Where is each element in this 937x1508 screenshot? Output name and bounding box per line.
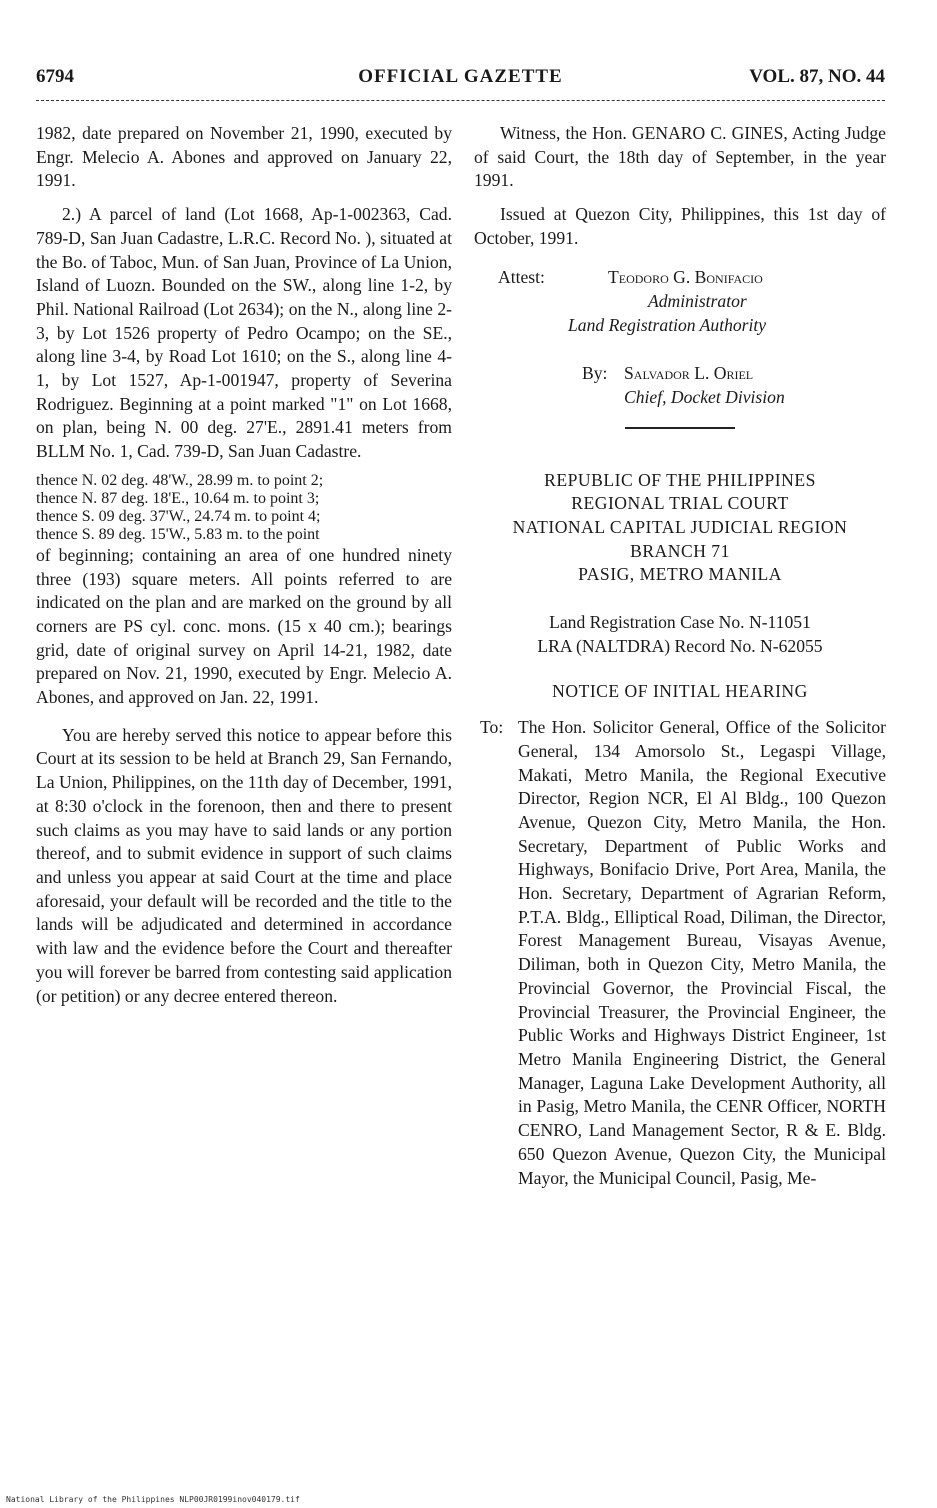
attest-title: Administrator: [648, 290, 747, 311]
page-number: 6794: [36, 66, 74, 87]
thence-line: thence N. 87 deg. 18'E., 10.64 m. to point 3;: [36, 489, 320, 507]
witness-paragraph: Witness, the Hon. GENARO C. GINES, Acting Judge of said Court, the 18th day of September, in the year 1991.: [474, 123, 886, 191]
court-branch: BRANCH 71: [630, 540, 730, 561]
paragraph-parcel-2: 2.) A parcel of land (Lot 1668, Ap-1-002363, Cad. 789-D, San Juan Cadastre, L.R.C. Record No. ), situated at the Bo. of Taboc, Mun. of San Juan, Province of La Union, Island of Luozn. Bounded on the SW., along line 1-2, by Phil. National Railroad (Lot 2634); on the N., along line 2-3, by Lot 1526 property of Pedro Ocampo; on the SE., along line 3-4, by Road Lot 1610; on the S., along line 4-1, by Lot 1527, Ap-1-001947, property of Severina Rodriguez. Beginning at a point marked "1" on Lot 1668, on plan, being N. 00 deg. 27'E., 2891.41 meters from BLLM No. 1, Cad. 739-D, San Juan Cadastre.: [36, 204, 452, 462]
to-label: To:: [480, 717, 504, 738]
left-column: [36, 122, 452, 1008]
attest-agency: Land Registration Authority: [568, 314, 767, 335]
section-divider: [625, 427, 735, 429]
volume-number: VOL. 87, NO. 44: [749, 66, 885, 87]
court-republic: REPUBLIC OF THE PHILIPPINES: [544, 469, 816, 490]
addressees-block: [474, 716, 886, 1190]
notice-title: NOTICE OF INITIAL HEARING: [552, 681, 808, 702]
court-region: NATIONAL CAPITAL JUDICIAL REGION: [512, 516, 848, 537]
attestation-block: [474, 267, 886, 407]
record-number: LRA (NALTDRA) Record No. N-62055: [537, 635, 823, 656]
paragraph-notice: You are hereby served this notice to appear before this Court at its session to be held at Branch 29, San Fernando, La Union, Philippines, on the 11th day of December, 1991, at 8:30 o'clock in the forenoon, then and there to present such claims as you may have to said lands or any portion thereof, and to submit evidence in support of such claims and unless you appear at said Court at the time and place aforesaid, your default will be recorded and the title to the lands will be adjudicated and determined in accordance with law and the evidence before the Court and thereafter you will forever be barred from contesting said application (or petition) or any decree entered thereon.: [36, 724, 452, 1006]
court-name: REGIONAL TRIAL COURT: [571, 493, 789, 514]
attest-name: Teodoro G. Bonifacio: [608, 266, 763, 287]
thence-line: thence S. 89 deg. 15'W., 5.83 m. to the point: [36, 525, 320, 543]
attest-label: Attest:: [498, 266, 545, 287]
right-column: [474, 122, 886, 1190]
page-header: [36, 66, 885, 94]
paragraph-area: of beginning; containing an area of one hundred ninety three (193) square meters. All points referred to are indicated on the plan and are marked on the ground by all corners are PS cyl. conc. mons. (15 x 40 cm.); bearings grid, date of original survey on April 14-21, 1982, date prepared on Nov. 21, 1990, executed by Engr. Melecio A. Abones, and approved on Jan. 22, 1991.: [36, 544, 452, 708]
court-location: PASIG, METRO MANILA: [578, 564, 782, 585]
by-label: By:: [582, 362, 608, 383]
by-name: Salvador L. Oriel: [624, 362, 754, 383]
header-rule: [36, 100, 885, 101]
by-title: Chief, Docket Division: [624, 386, 785, 407]
thence-line: thence S. 09 deg. 37'W., 24.74 m. to point 4;: [36, 507, 321, 525]
thence-line: thence N. 02 deg. 48'W., 28.99 m. to point 2;: [36, 471, 324, 489]
issued-paragraph: Issued at Quezon City, Philippines, this 1st day of October, 1991.: [474, 204, 886, 248]
case-number: Land Registration Case No. N-11051: [549, 612, 811, 633]
gazette-title: OFFICIAL GAZETTE: [358, 66, 563, 87]
scan-footer: National Library of the Philippines NLP00JR0199inov040179.tif: [6, 1495, 300, 1504]
addressees-text: The Hon. Solicitor General, Office of the Solicitor General, 134 Amorsolo St., Legaspi Village, Makati, Metro Manila, the Regional Executive Director, Region NCR, El Al Bldg., 100 Quezon Avenue, Quezon City, Metro Manila, the Hon. Secretary, Department of Public Works and Highways, Bonifacio Drive, Port Area, Manila, the Hon. Secretary, Department of Agrarian Reform, P.T.A. Bldg., Elliptical Road, Diliman, the Director, Forest Management Bureau, Visayas Avenue, Diliman, both in Quezon City, Metro Manila, the Provincial Governor, the Provincial Fiscal, the Provincial Treasurer, the Provincial Engineer, the Public Works and Highways District Engineer, 1st Metro Manila Engineering District, the General Manager, Laguna Lake Development Authority, all in Pasig, Metro Manila, the CENR Officer, NORTH CENRO, Land Management Sector, R & E. Bldg. 650 Quezon Avenue, Quezon City, the Municipal Mayor, the Municipal Council, Pasig, Me-: [518, 717, 886, 1188]
paragraph-continued: 1982, date prepared on November 21, 1990, executed by Engr. Melecio A. Abones and approved on January 22, 1991.: [36, 123, 452, 191]
